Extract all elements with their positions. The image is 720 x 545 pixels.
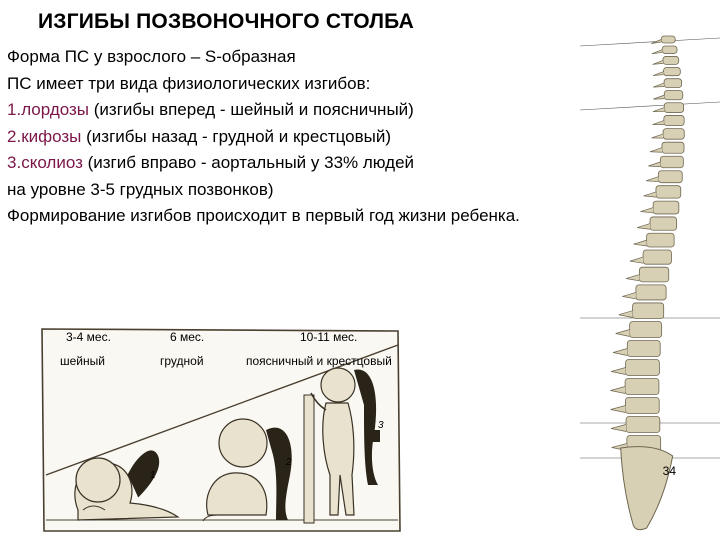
desc-kyphosis: (изгибы назад - грудной и крестцовый) [81,126,392,146]
vertebra-process [637,224,650,230]
vertebra-process [613,349,627,356]
vertebra [660,156,683,168]
vertebra [656,186,681,198]
vertebra [625,379,659,395]
vertebra-process [651,40,661,44]
list-item-lordosis [7,97,587,124]
vertebra-process [616,330,630,337]
sacrum [621,447,673,530]
vertebra [663,129,684,140]
vertebra [647,233,675,247]
figure-number-2: 2 [286,457,292,468]
curve-label-3: поясничный и крестцовый [246,354,392,368]
vertebra-process [611,368,625,375]
vertebra-process [611,406,626,413]
list-number-2: 2. [7,126,22,146]
infant-curves-illustration [38,325,402,535]
vertebra [643,250,671,264]
vertebra-process [652,121,663,125]
vertebra-process [611,425,626,432]
vertebra-process [646,177,658,182]
vertebra-process [626,275,639,281]
vertebra-process [653,60,663,64]
vertebra-process [644,192,656,197]
vertebra [627,341,660,357]
vertebra-process [630,257,643,263]
desc-scoliosis: (изгиб вправо - аортальный у 33% людей [82,153,415,172]
vertebra-process [611,387,626,394]
desc-lordosis: (изгибы вперед - шейный и поясничный) [89,100,414,119]
vertebra [625,398,659,414]
slide-body [7,44,587,225]
term-lordosis: лордозы [21,100,90,119]
vertebra [661,36,675,43]
vertebra [633,303,664,319]
slide-title: ИЗГИБЫ ПОЗВОНОЧНОГО СТОЛБА [38,10,415,33]
vertebra-process [648,162,660,167]
vertebra [650,217,677,230]
curve-label-2: грудной [160,354,204,368]
text-line-form: Форма ПС у взрослого – S-образная [7,47,296,66]
term-kyphosis: кифозы [21,126,82,146]
list-item-kyphosis [7,124,587,151]
list-number-1: 1. [7,100,22,119]
vertebra [664,91,683,100]
list-item-scoliosis [7,150,587,177]
leader-line [580,102,720,110]
vertebra-process [622,292,636,299]
vertebra-process [652,50,662,54]
vertebra [630,322,662,338]
vertebra [639,267,668,282]
age-label-2: 6 мес. [170,330,205,344]
text-line-formation: Формирование изгибов происходит в первый год жизни ребенка. [7,206,520,225]
list-number-3: 3. [7,153,22,172]
vertebra-process [641,208,654,213]
figure-number-3: 3 [378,420,384,431]
vertebra-process [653,72,664,76]
figure-number-1: 1 [150,470,156,481]
spine-drawing [580,28,720,540]
text-line-scoliosis-cont: на уровне 3-5 грудных позвонков) [7,179,274,199]
vertebra-process [653,108,664,112]
vertebra [626,417,660,433]
vertebra-process [653,83,664,87]
vertebra [664,115,684,125]
spine-illustration [580,28,720,540]
vertebra [653,201,679,214]
leader-line [580,38,720,46]
vertebra-process [651,134,663,138]
vertebra-process [650,148,662,153]
vertebra-process [653,95,664,99]
vertebra-process [634,240,647,246]
text-line-types: ПС имеет три вида физиологических изгибов: [7,73,371,93]
age-label-1: 3-4 мес. [66,330,111,344]
vertebra [662,46,677,53]
vertebra [664,67,681,75]
vertebra [664,79,682,88]
vertebra [664,103,683,113]
term-scoliosis: сколиоз [21,153,83,172]
vertebra [626,360,660,376]
page-number: 34 [662,464,676,478]
vertebra-process [619,311,633,318]
vertebra [636,285,666,300]
vertebra [662,142,684,153]
age-label-3: 10-11 мес. [300,330,358,344]
curve-label-1: шейный [60,354,105,368]
vertebra [658,171,682,183]
vertebra [663,56,679,64]
